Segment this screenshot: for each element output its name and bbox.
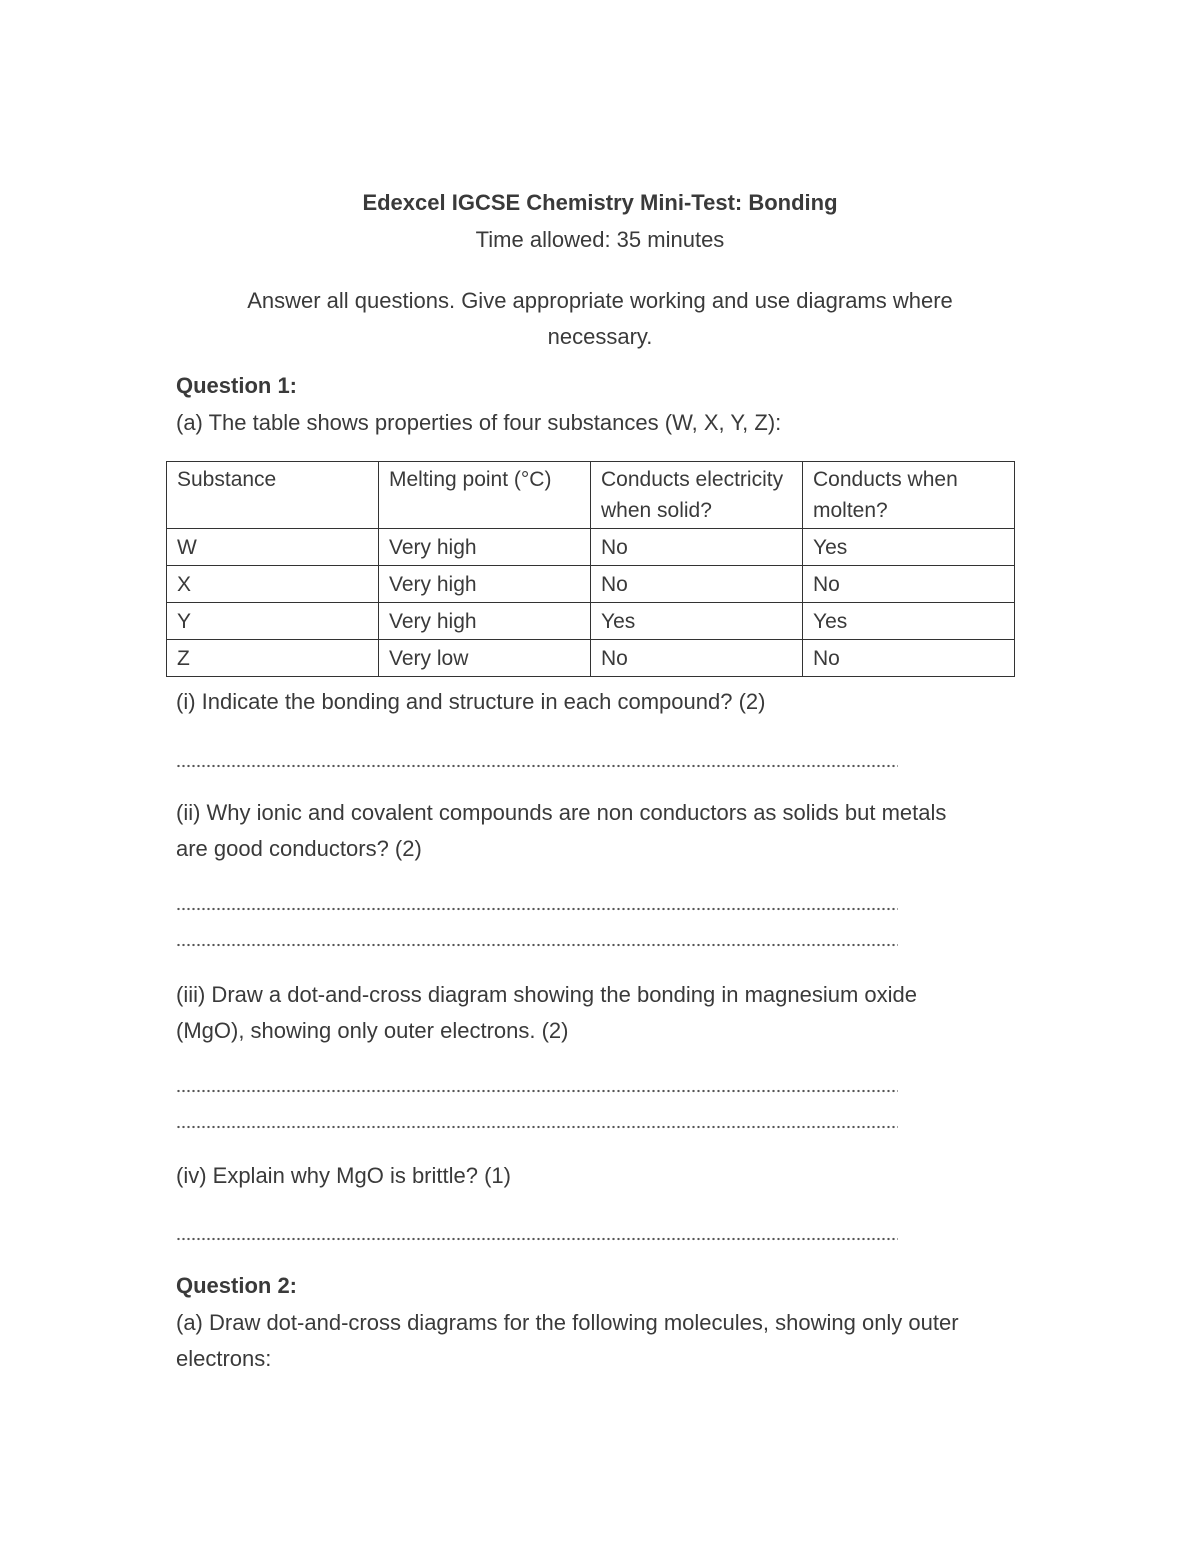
question-1-part-iv: (iv) Explain why MgO is brittle? (1) <box>176 1163 511 1188</box>
q2-intro-line-1: (a) Draw dot-and-cross diagrams for the following molecules, showing only outer <box>176 1310 959 1335</box>
table-header-cell: Conducts electricity when solid? <box>591 462 803 529</box>
instructions <box>0 283 1200 355</box>
time-allowed: Time allowed: 35 minutes <box>475 227 725 252</box>
table-row <box>167 640 1015 677</box>
table-cell: Z <box>167 640 379 677</box>
question-1-intro: (a) The table shows properties of four substances (W, X, Y, Z): <box>176 410 782 435</box>
part-iii-line-2: (MgO), showing only outer electrons. (2) <box>176 1018 569 1043</box>
question-1-heading: Question 1: <box>176 373 298 398</box>
answer-line[interactable] <box>176 907 898 911</box>
part-ii-line-1: (ii) Why ionic and covalent compounds are non conductors as solids but metals <box>176 800 947 825</box>
question-1-part-iii <box>176 977 1036 1049</box>
table-cell: No <box>591 529 803 566</box>
properties-table <box>166 461 1015 677</box>
question-1-part-i: (i) Indicate the bonding and structure in each compound? (2) <box>176 689 766 714</box>
table-cell: Very high <box>379 603 591 640</box>
table-cell: No <box>803 566 1015 603</box>
answer-line[interactable] <box>176 1237 898 1241</box>
answer-line[interactable] <box>176 1089 898 1093</box>
table-cell: Yes <box>591 603 803 640</box>
table-cell: Very high <box>379 566 591 603</box>
instructions-line-2: necessary. <box>547 324 653 349</box>
table-cell: No <box>803 640 1015 677</box>
answer-line[interactable] <box>176 764 898 768</box>
table-row <box>167 529 1015 566</box>
table-cell: Very low <box>379 640 591 677</box>
table-cell: Yes <box>803 603 1015 640</box>
question-2-heading: Question 2: <box>176 1273 298 1298</box>
table-header-cell: Substance <box>167 462 379 529</box>
question-1-part-ii <box>176 795 1036 867</box>
answer-line[interactable] <box>176 943 898 947</box>
instructions-line-1: Answer all questions. Give appropriate working and use diagrams where <box>247 288 953 313</box>
table-cell: Yes <box>803 529 1015 566</box>
table-cell: Y <box>167 603 379 640</box>
table-cell: W <box>167 529 379 566</box>
table-cell: X <box>167 566 379 603</box>
part-ii-line-2: are good conductors? (2) <box>176 836 422 861</box>
answer-line[interactable] <box>176 1125 898 1129</box>
table-row <box>167 566 1015 603</box>
table-header-cell: Conducts when molten? <box>803 462 1015 529</box>
table-header-cell: Melting point (°C) <box>379 462 591 529</box>
test-title: Edexcel IGCSE Chemistry Mini-Test: Bonding <box>362 190 838 215</box>
table-cell: Very high <box>379 529 591 566</box>
q2-intro-line-2: electrons: <box>176 1346 272 1371</box>
part-iii-line-1: (iii) Draw a dot-and-cross diagram showing the bonding in magnesium oxide <box>176 982 918 1007</box>
table-cell: No <box>591 566 803 603</box>
table-header-row <box>167 462 1015 529</box>
table-row <box>167 603 1015 640</box>
table-cell: No <box>591 640 803 677</box>
question-2-intro <box>176 1305 1036 1377</box>
